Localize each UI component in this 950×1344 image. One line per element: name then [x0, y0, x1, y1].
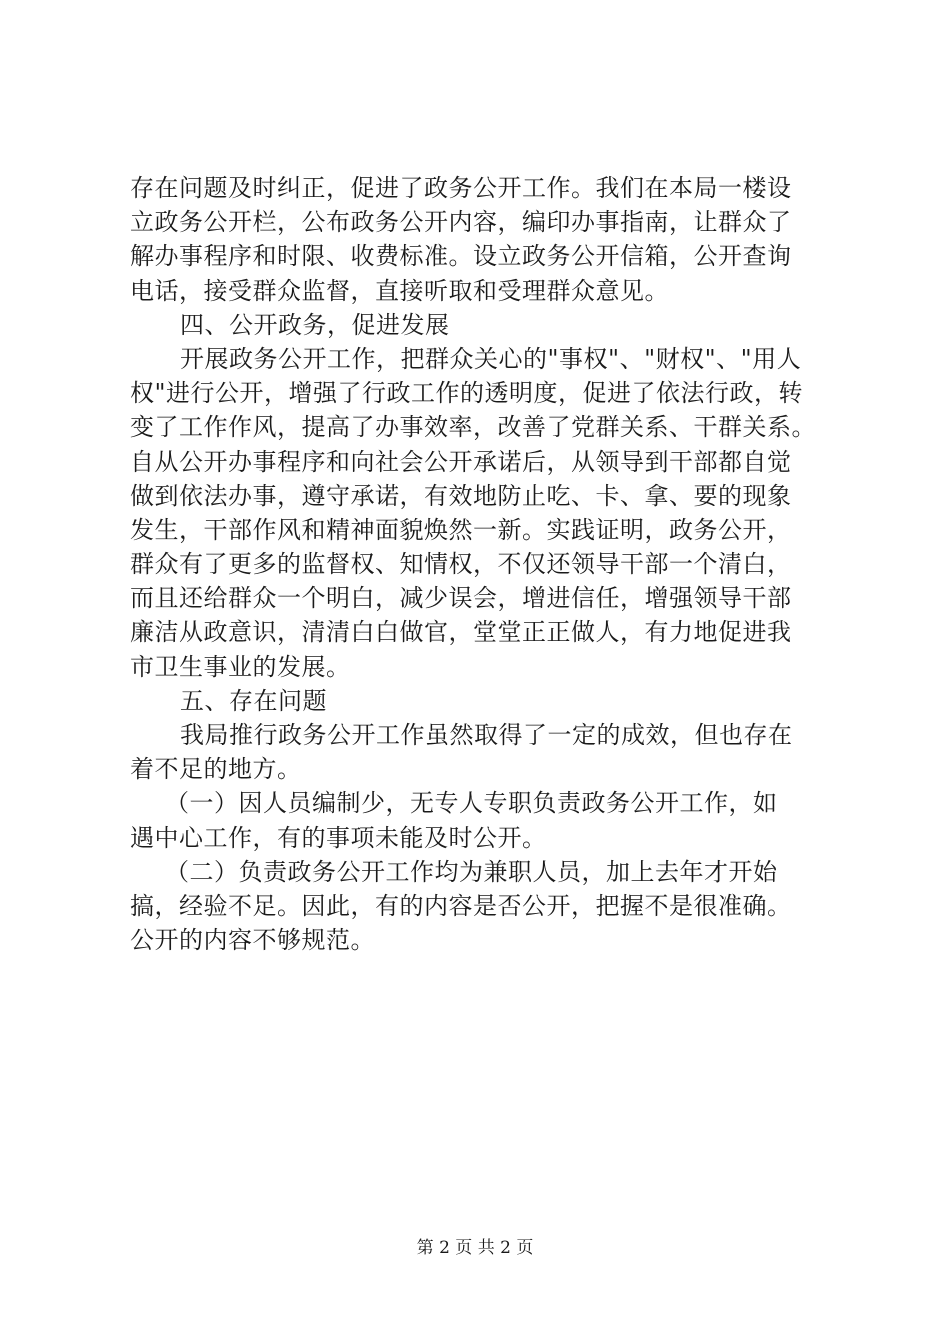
- document-body: [130, 171, 830, 957]
- text-line: 我局推行政务公开工作虽然取得了一定的成效，但也存在: [180, 721, 793, 749]
- text-line: 市卫生事业的发展。: [130, 652, 351, 681]
- text-line: 而且还给群众一个明白，减少误会，增进信任，增强领导干部: [130, 584, 792, 613]
- text-line: 电话，接受群众监督，直接听取和受理群众意见。: [130, 276, 669, 305]
- text-line: 公开的内容不够规范。: [130, 926, 375, 955]
- page-number: 第 2 页 共 2 页: [416, 1238, 534, 1258]
- list-item: （一）因人员编制少，无专人专职负责政务公开工作，如: [165, 789, 778, 818]
- text-line: 群众有了更多的监督权、知情权，不仅还领导干部一个清白，: [130, 550, 792, 579]
- text-line: 开展政务公开工作，把群众关心的"事权"、"财权"、"用人: [180, 344, 802, 373]
- text-line: 做到依法办事，遵守承诺，有效地防止吃、卡、拿、要的现象: [130, 481, 792, 510]
- text-line: 廉洁从政意识，清清白白做官，堂堂正正做人，有力地促进我: [130, 618, 792, 647]
- list-item: （二）负责政务公开工作均为兼职人员，加上去年才开始: [165, 857, 778, 886]
- text-line: 发生，干部作风和精神面貌焕然一新。实践证明，政务公开，: [130, 515, 792, 544]
- text-line: 着不足的地方。: [130, 755, 302, 784]
- text-line: 权"进行公开，增强了行政工作的透明度，促进了依法行政，转: [130, 379, 804, 408]
- section-heading: 五、存在问题: [180, 686, 327, 715]
- text-line: 存在问题及时纠正，促进了政务公开工作。我们在本局一楼设: [130, 174, 792, 202]
- text-line: 搞，经验不足。因此，有的内容是否公开，把握不是很准确。: [130, 891, 792, 920]
- text-line: 自从公开办事程序和向社会公开承诺后，从领导到干部都自觉: [130, 447, 792, 476]
- text-line: 解办事程序和时限、收费标准。设立政务公开信箱，公开查询: [130, 242, 792, 271]
- text-line: 遇中心工作，有的事项未能及时公开。: [130, 823, 547, 852]
- text-line: 立政务公开栏，公布政务公开内容，编印办事指南，让群众了: [130, 208, 792, 237]
- section-heading: 四、公开政务，促进发展: [180, 310, 450, 339]
- text-line: 变了工作作风，提高了办事效率，改善了党群关系、干群关系。: [130, 413, 816, 442]
